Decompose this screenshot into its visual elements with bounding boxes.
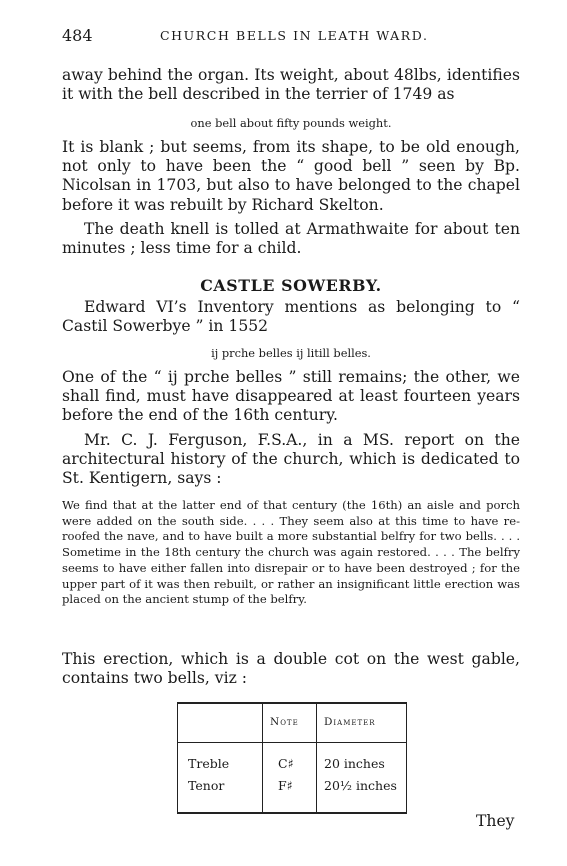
table-row-note: C♯ bbox=[278, 756, 294, 771]
table-column-divider bbox=[316, 704, 317, 812]
terrier-quote: one bell about fifty pounds weight. bbox=[190, 116, 392, 130]
table-row-diameter: 20½ inches bbox=[324, 778, 397, 793]
paragraph-erection: This erection, which is a double cot on the west gable, contains two bells, viz : bbox=[62, 650, 520, 688]
table-header-note: Note bbox=[270, 716, 299, 728]
paragraph-ferguson: Mr. C. J. Ferguson, F.S.A., in a MS. report on the architectural history of the church, which is dedicated to St. Kentigern, says : bbox=[62, 431, 520, 488]
paragraph-death-knell: The death knell is tolled at Armathwaite for about ten minutes ; less time for a child. bbox=[62, 220, 520, 258]
table-row-name: Treble bbox=[188, 756, 230, 771]
table-row-diameter: 20 inches bbox=[324, 756, 385, 771]
catchword: They bbox=[476, 812, 515, 830]
paragraph-blank-bell: It is blank ; but seems, from its shape, to be old enough, not only to have been the “ good bell ” seen by Bp. Nicolsan in 1703, but also to have belonged to the chapel before it was rebuilt by Richard Skelton. bbox=[62, 138, 520, 214]
page-number: 484 bbox=[62, 26, 93, 45]
table-header-rule bbox=[178, 742, 406, 743]
paragraph-inventory: Edward VI’s Inventory mentions as belonging to “ Castil Sowerbye ” in 1552 bbox=[62, 298, 520, 336]
table-row-note: F♯ bbox=[278, 778, 293, 793]
running-title: CHURCH BELLS IN LEATH WARD. bbox=[160, 28, 429, 43]
paragraph-bells-remain: One of the “ ij prche belles ” still remains; the other, we shall find, must have disappeared at least fourteen years before the end of the 16th century. bbox=[62, 368, 520, 425]
bells-table bbox=[177, 702, 407, 814]
table-header-diameter: Diameter bbox=[324, 716, 376, 728]
ferguson-report-quote: We find that at the latter end of that century (the 16th) an aisle and porch were added on the south side. . . . They seem also at this time to have re-roofed the nave, and to have built a more substantial belfry for two bells. . . . Sometime in the 18th century the church was again restored. . . . The belfry seems to have either fallen into disrepair or to have been destroyed ; for the upper part of it was then rebuilt, or rather an insignificant little erection was placed on the ancient stump of the belfry. bbox=[62, 498, 520, 607]
page-header bbox=[62, 26, 520, 48]
table-column-divider bbox=[262, 704, 263, 812]
section-title: CASTLE SOWERBY. bbox=[200, 276, 382, 295]
inventory-quote: ij prche belles ij litill belles. bbox=[211, 346, 371, 360]
table-row-name: Tenor bbox=[188, 778, 225, 793]
paragraph-organ: away behind the organ. Its weight, about 48lbs, identifies it with the bell described in the terrier of 1749 as bbox=[62, 66, 520, 104]
